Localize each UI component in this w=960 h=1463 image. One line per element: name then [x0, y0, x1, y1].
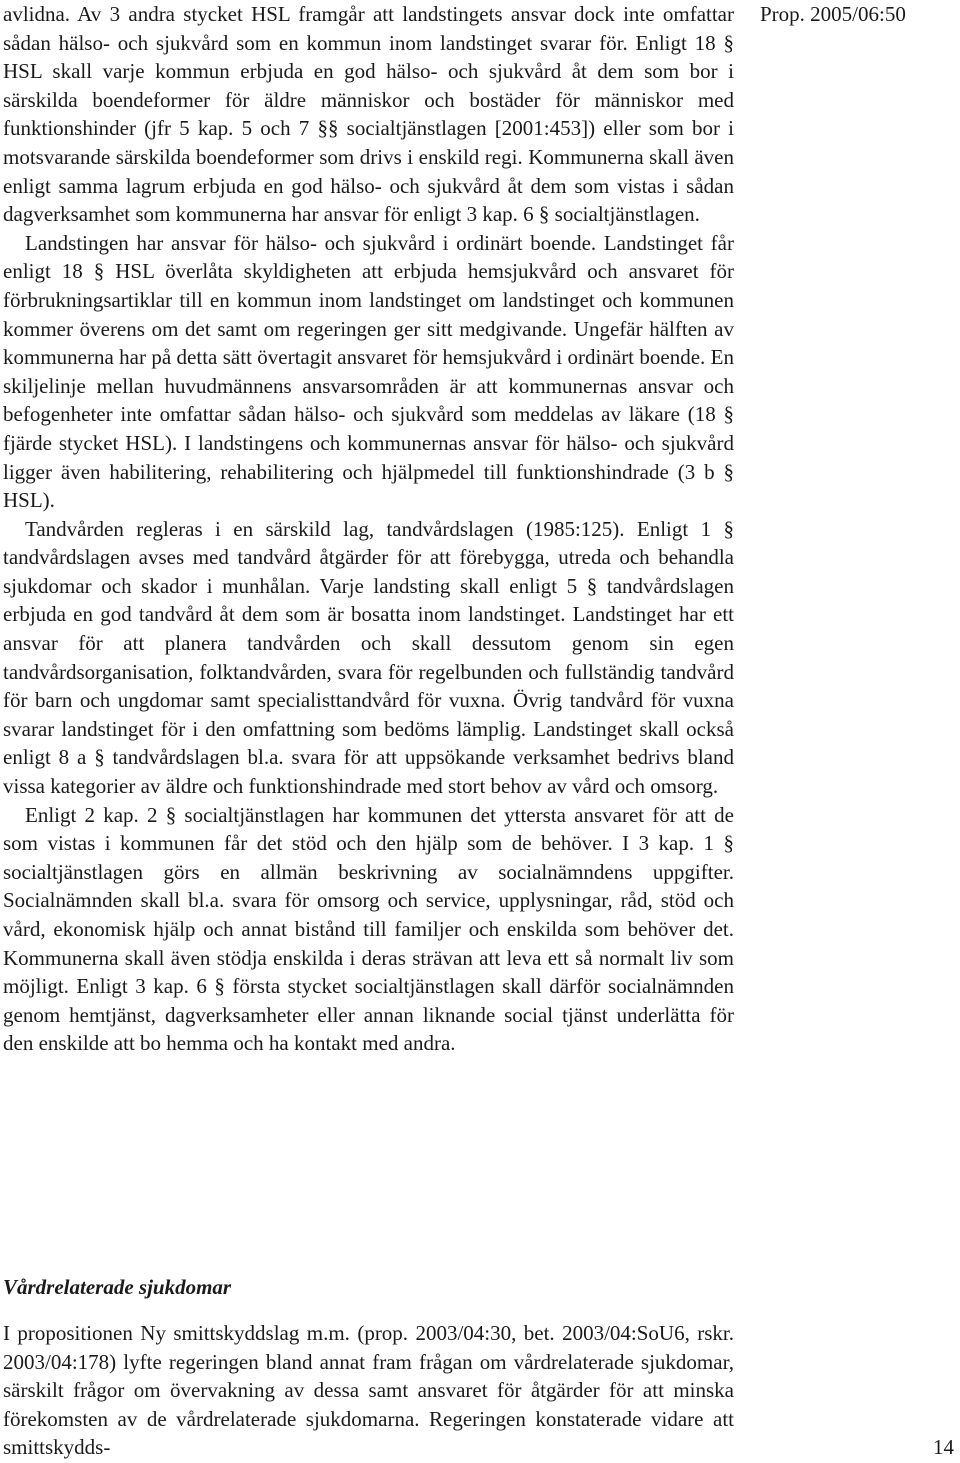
paragraph-2: Landstingen har ansvar för hälso- och sjukvård i ordinärt boende. Landstinget får enligt 18 § HSL överlåta skyldigheten att erbjuda hemsjukvård och ansvaret för förbrukningsartiklar till en kommun inom landstinget om landstinget och kommunen kommer överens om det samt om regeringen ger sitt medgivande. Ungefär hälften av kommunerna har på detta sätt övertagit ansvaret för hemsjukvård i ordinärt boende. En skiljelinje mellan huvudmännens ansvarsområden är att kommunernas ansvar och befogenheter inte omfattar sådan hälso- och sjukvård som meddelas av läkare (18 § fjärde stycket HSL). I landstingens och kommunernas ansvar för hälso- och sjukvård ligger även habilitering, rehabilitering och hjälpmedel till funktionshindrade (3 b § HSL).: [3, 230, 734, 513]
paragraph-4: Enligt 2 kap. 2 § socialtjänstlagen har kommunen det yttersta ansvaret för att de som vistas i kommunen får det stöd och den hjälp som de behöver. I 3 kap. 1 § socialtjänstlagen görs en allmän beskrivning av socialnämndens uppgifter. Socialnämnden skall bl.a. svara för omsorg och service, upplysningar, råd, stöd och vård, ekonomisk hjälp och annat bistånd till familjer och enskilda som behöver det. Kommunerna skall även stödja enskilda i deras strävan att leva ett så normalt liv som möjligt. Enligt 3 kap. 6 § första stycket socialtjänstlagen skall därför socialnämnden genom hemtjänst, dagverksamheter eller annan liknande social tjänst underlätta för den enskilde att bo hemma och ha kontakt med andra.: [3, 802, 734, 1056]
section-heading: Vårdrelaterade sjukdomar: [3, 1275, 232, 1299]
page-number: 14: [933, 1435, 954, 1459]
proposition-reference: Prop. 2005/06:50: [760, 2, 906, 26]
body-text: [3, 0, 734, 1058]
paragraph-3: Tandvården regleras i en särskild lag, tandvårdslagen (1985:125). Enligt 1 § tandvårdslagen avses med tandvård åtgärder för att förebygga, utreda och behandla sjukdomar och skador i munhålan. Varje landsting skall enligt 5 § tandvårdslagen erbjuda en god tandvård åt dem som är bosatta inom landstinget. Landstinget har ett ansvar för att planera tandvården och skall dessutom genom sin egen tandvårdsorganisation, folktandvården, svara för regelbunden och fullständig tandvård för barn och ungdomar samt specialisttandvård för vuxna. Övrig tandvård för vuxna svarar landstinget för i den omfattning som bedöms lämplig. Landstinget skall också enligt 8 a § tandvårdslagen bl.a. svara för att uppsökande verksamhet bedrivs bland vissa kategorier av äldre och funktionshindrade med stort behov av vård och omsorg.: [3, 516, 734, 799]
paragraph-1: avlidna. Av 3 andra stycket HSL framgår att landstingets ansvar dock inte omfattar sådan hälso- och sjukvård som en kommun inom landstinget svarar för. Enligt 18 § HSL skall varje kommun erbjuda en god hälso- och sjukvård åt dem som bor i särskilda boendeformer för äldre människor och bostäder för människor med funktionshinder (jfr 5 kap. 5 och 7 §§ socialtjänstlagen [2001:453]) eller som bor i motsvarande särskilda boendeformer som drivs i enskild regi. Kommunerna skall även enligt samma lagrum erbjuda en god hälso- och sjukvård åt dem som vistas i sådan dagverksamhet som kommunerna har ansvar för enligt 3 kap. 6 § socialtjänstlagen.: [3, 2, 734, 227]
section-paragraph: I propositionen Ny smittskyddslag m.m. (prop. 2003/04:30, bet. 2003/04:SoU6, rskr. 2003/04:178) lyfte regeringen bland annat fram frågan om vårdrelaterade sjukdomar, särskilt frågor om övervakning av dessa samt ansvaret för åtgärder för att minska förekomsten av de vårdrelaterade sjukdomarna. Regeringen konstaterade vidare att smittskydds-: [3, 1321, 734, 1460]
